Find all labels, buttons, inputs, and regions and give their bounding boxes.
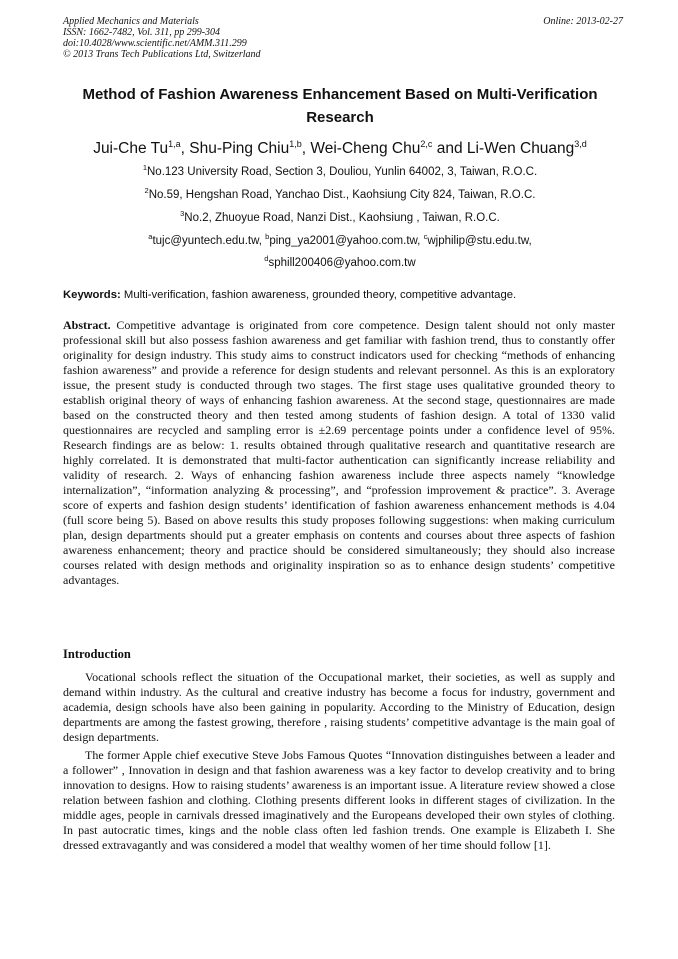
email-text: wjphilip@stu.edu.tw,	[427, 234, 532, 247]
paper-title: Method of Fashion Awareness Enhancement Based on Multi-Verification Research	[82, 86, 598, 126]
affiliation-3	[40, 207, 640, 225]
keywords-text: Multi-verification, fashion awareness, grounded theory, competitive advantage.	[120, 289, 517, 301]
affiliation-2	[40, 184, 640, 202]
intro-paragraph-1: Vocational schools reflect the situation of the Occupational market, their societies, as well as supply and demand within industry. As the cultural and creative industry has become a focus for industry, government and academia, design schools have also been gaining in popularity. According to the Ministry of Education, design departments are among the fastest growing, therefore , raising students’ competitive advantage is the main goal of design departments.	[63, 670, 615, 744]
journal-header	[63, 16, 623, 60]
author-name: Wei-Cheng Chu	[310, 140, 421, 158]
author-separator: ,	[180, 140, 190, 158]
author-name: Li-Wen Chuang	[466, 140, 575, 158]
journal-name: Applied Mechanics and Materials	[63, 16, 199, 27]
author-conjunction: and	[432, 140, 467, 158]
affiliation-mark: 3	[180, 209, 185, 218]
affiliation-1	[40, 161, 640, 179]
email-mark: d	[264, 254, 269, 263]
affiliation-mark: 1	[142, 163, 147, 172]
author-affiliation-mark: 2,c	[420, 139, 433, 149]
email-text: ping_ya2001@yahoo.com.tw,	[269, 234, 424, 247]
abstract-label: Abstract.	[63, 318, 111, 332]
journal-issn: ISSN: 1662-7482, Vol. 311, pp 299-304	[63, 27, 221, 38]
section-heading-introduction: Introduction	[63, 647, 131, 661]
keywords	[63, 288, 623, 302]
email-line-1	[40, 230, 640, 248]
affiliation-mark: 2	[144, 186, 149, 195]
author-separator: ,	[301, 140, 311, 158]
intro-paragraph-2: The former Apple chief executive Steve Jobs Famous Quotes “Innovation distinguishes between a leader and a follower” , Innovation in design and that fashion awareness was a key factor to develop creativity and to bring innovation to designs. How to raising students’ awareness is an important issue. A literature review showed a close relation between fashion and clothing. Clothing presents different looks in different stages of civilization. In the middle ages, people in carnivals dressed imaginatively and the Europeans developed their own styles of clothing. In past autocratic times, kings and the noble class often led fashion trends. One example is Elizabeth I. She dressed extravagantly and was considered a model that wealthy women of her time should follow [1].	[63, 748, 615, 852]
author-list	[40, 134, 640, 159]
author-affiliation-mark: 3,d	[574, 139, 587, 149]
email-mark: a	[148, 232, 153, 241]
journal-doi: doi:10.4028/www.scientific.net/AMM.311.299	[63, 38, 247, 49]
author-affiliation-mark: 1,b	[289, 139, 302, 149]
affiliation-text: No.59, Hengshan Road, Yanchao Dist., Kaohsiung City 824, Taiwan, R.O.C.	[148, 188, 536, 201]
online-date: Online: 2013-02-27	[543, 16, 623, 27]
email-mark: b	[265, 232, 270, 241]
affiliation-text: No.2, Zhuoyue Road, Nanzi Dist., Kaohsiung , Taiwan, R.O.C.	[184, 211, 500, 224]
email-text: tujc@yuntech.edu.tw,	[152, 234, 266, 247]
keywords-label: Keywords:	[63, 289, 121, 301]
author-name: Jui-Che Tu	[93, 140, 169, 158]
abstract-text: Competitive advantage is originated from core competence. Design talent should not only master professional skill but also possess fashion awareness and get familiar with fashion trend, thus to constantly offer originality for design industry. This study aims to construct indicators used for checking “methods of enhancing fashion awareness” and provide a reference for design students and relevant personnel. As this is an exploratory issue, the present study is conducted through two stages. The first stage uses qualitative grounded theory to establish original theory of ways of enhancing fashion awareness. At the second stage, questionnaires are made based on the constructed theory and then tested among students of fashion design. A total of 1330 valid questionnaires are recycled and sampling error is ±2.69 percentage points under a confidence level of 95%. Research findings are as below: 1. results obtained through qualitative research and quantitative research are highly correlated. It is demonstrated that multi-factor authentication can significantly increase reliability and validity of research. 2. Ways of enhancing fashion awareness include three aspects namely “knowledge internalization”, “information analyzing & processing”, and “profession improvement & practice”. 3. Average score of experts and fashion design students’ identification of fashion awareness enhancement methods is 4.04 (full score being 5). Based on above results this study proposes following suggestions: when making curriculum plan, design departments should put a greater emphasis on contents and courses about three aspects of fashion awareness enhancement; theory and practice should be considered simultaneously; they should also increase courses related with design methods and originality inspiration so as to enhance design students’ competitive advantages.	[63, 318, 615, 587]
email-mark: c	[423, 232, 428, 241]
affiliation-text: No.123 University Road, Section 3, Douliou, Yunlin 64002, 3, Taiwan, R.O.C.	[147, 165, 538, 178]
author-name: Shu-Ping Chiu	[189, 140, 290, 158]
journal-copyright: © 2013 Trans Tech Publications Ltd, Switzerland	[63, 49, 261, 60]
author-affiliation-mark: 1,a	[168, 139, 181, 149]
email-text: sphill200406@yahoo.com.tw	[268, 256, 416, 269]
email-line-2	[40, 252, 640, 270]
abstract	[63, 318, 615, 588]
